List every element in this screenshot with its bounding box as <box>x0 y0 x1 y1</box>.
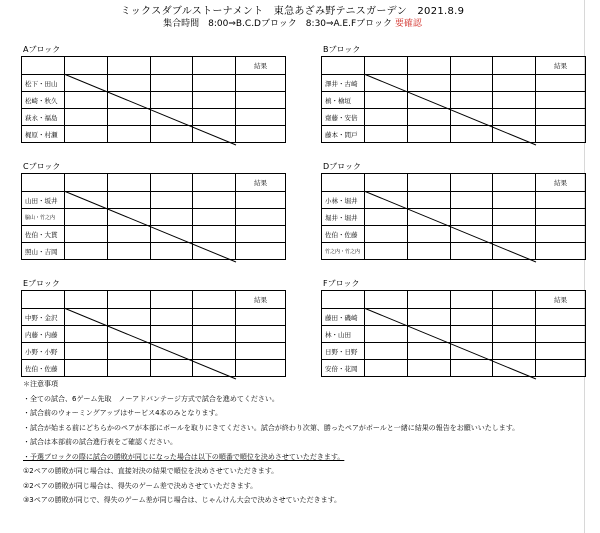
block-name: Cブロック <box>23 162 61 171</box>
team-name: 澤井・古崎 <box>322 75 365 92</box>
result-header: 結果 <box>236 174 286 192</box>
league-table <box>321 290 586 377</box>
note-line: ①2ペアの勝敗が同じ場合は、直接対決の結果で順位を決めさせていただきます。 <box>23 467 279 475</box>
team-name: 藤田・磯崎 <box>322 309 365 326</box>
league-table <box>321 56 586 143</box>
team-name: 小野・小野 <box>22 343 65 360</box>
note-line-underlined: ・予選ブロックの際に試合の勝敗が同じになった場合は以下の順番で順位を決めさせていただきます。 <box>23 452 345 461</box>
league-table <box>21 290 286 377</box>
team-name: 小林・堀井 <box>322 192 365 209</box>
team-name: 照山・吉岡 <box>22 243 65 260</box>
note-line: ・試合は本部前の試合進行表をご確認ください。 <box>23 438 177 446</box>
team-name: 槙・檜垣 <box>322 92 365 109</box>
team-name: 松崎・秋久 <box>22 92 65 109</box>
team-name: 山田・坂井 <box>22 192 65 209</box>
warning-text: 要確認 <box>394 19 422 29</box>
league-table <box>21 56 286 143</box>
block-name: Dブロック <box>323 162 361 171</box>
result-header: 結果 <box>536 174 586 192</box>
team-name: 松下・田山 <box>22 75 65 92</box>
notes-heading: ＊注意事項 <box>23 380 58 388</box>
league-table <box>21 173 286 260</box>
result-header: 結果 <box>236 57 286 75</box>
team-name: 梶原・村瀬 <box>22 126 65 143</box>
result-header: 結果 <box>536 291 586 309</box>
team-name: 日野・日野 <box>322 343 365 360</box>
block-name: Aブロック <box>23 45 61 54</box>
team-name: 内藤・内藤 <box>22 326 65 343</box>
page-title: ミックスダブルストーナメント 東急あざみ野テニスガーデン 2021.8.9 <box>120 6 465 17</box>
team-name: 堀井・堀井 <box>322 209 365 226</box>
team-name: 安倍・花岡 <box>322 360 365 377</box>
team-name: 齋藤・安倍 <box>322 109 365 126</box>
team-name: 中野・金沢 <box>22 309 65 326</box>
block-name: Eブロック <box>23 279 60 288</box>
schedule-line <box>0 16 585 29</box>
block-name: Fブロック <box>323 279 360 288</box>
note-line: ②2ペアの勝敗が同じ場合は、得失のゲーム差で決めさせていただきます。 <box>23 481 258 490</box>
team-name: 佐伯・大貫 <box>22 226 65 243</box>
team-name: 竹之内・竹之内 <box>322 243 365 260</box>
notes-section <box>23 377 563 508</box>
result-header: 結果 <box>236 291 286 309</box>
note-line: ③3ペアの勝敗が同じで、得失のゲーム差が同じ場合は、じゃんけん大会で決めさせていただきます。 <box>23 496 342 504</box>
team-name: 佐伯・佐藤 <box>322 226 365 243</box>
team-name: 藤本・間戸 <box>322 126 365 143</box>
block-name: Bブロック <box>323 45 361 54</box>
note-line: ・全ての試合、6ゲーム先取 ノーアドバンテージ方式で試合を進めてください。 <box>23 394 279 403</box>
schedule-text: 集合時間 8:00⇒B.C.Dブロック 8:30⇒A.E.Fブロック <box>163 19 392 29</box>
team-name: 萩永・福島 <box>22 109 65 126</box>
league-table <box>321 173 586 260</box>
note-line: ・試合前のウォーミングアップはサービス4本のみとなります。 <box>23 409 222 417</box>
team-name: 林・山田 <box>322 326 365 343</box>
team-name: 佐伯・佐藤 <box>22 360 65 377</box>
note-line: ・試合が始まる前にどちらかのペアが本部にボールを取りにきてください。試合が終わり次第、勝ったペアがボールと一緒に結果の報告をお願いいたします。 <box>23 423 520 432</box>
team-name: 脇山・竹之内 <box>22 209 65 226</box>
result-header: 結果 <box>536 57 586 75</box>
